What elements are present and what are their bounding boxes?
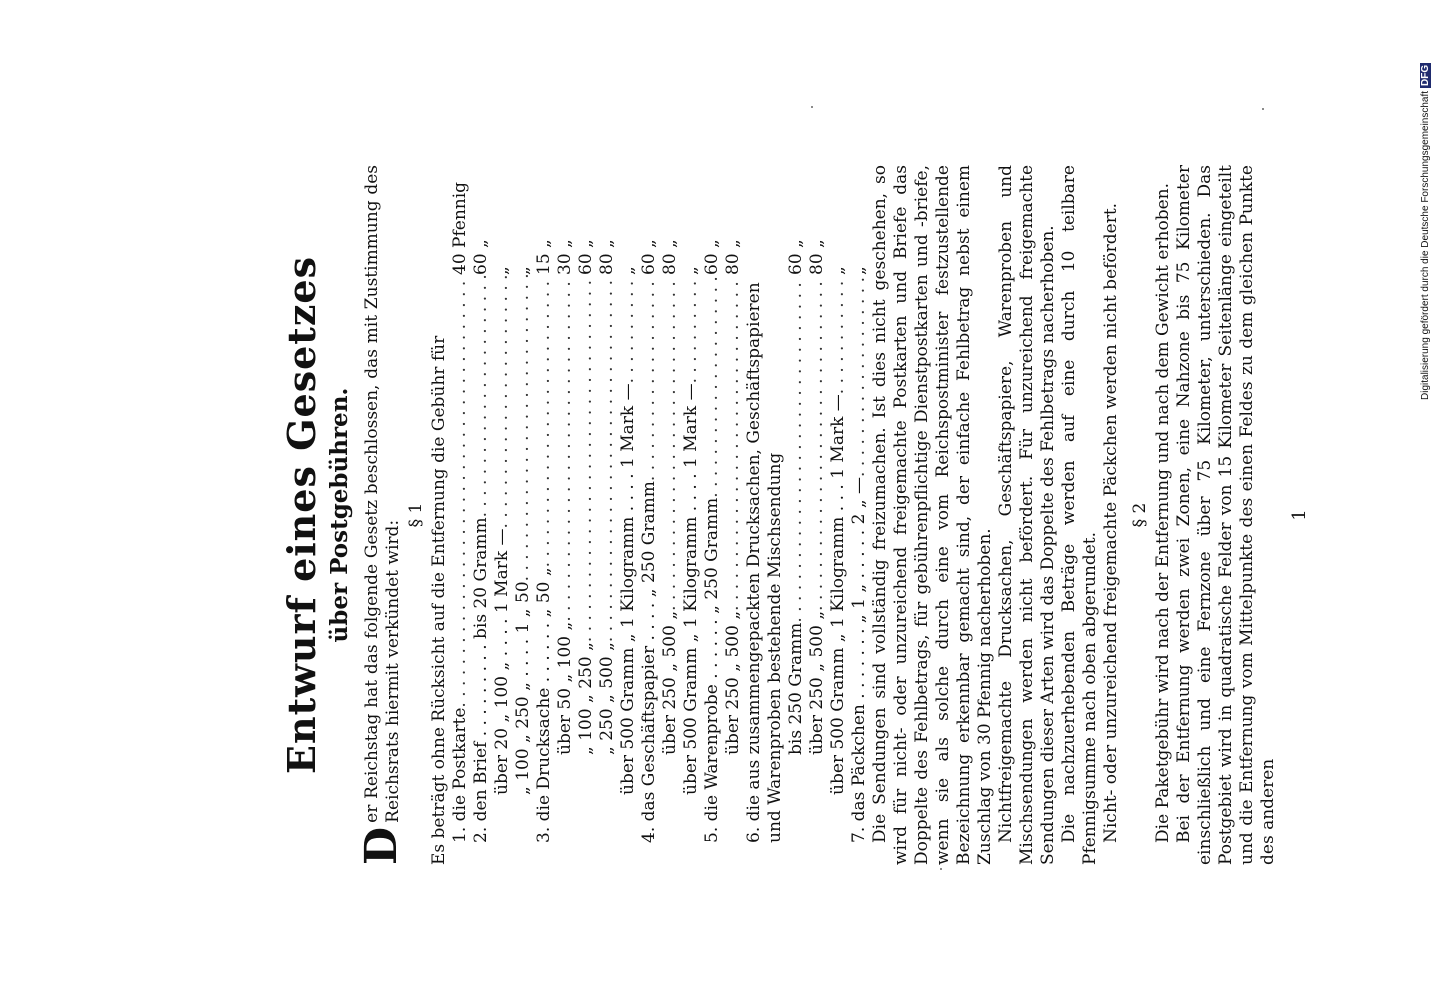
rotated-text-block bbox=[279, 165, 1310, 865]
fee-row: über 500 Gramm „ 1 Kilogramm . . . . 1 Mark — . . . „ bbox=[618, 165, 639, 865]
fee-row: „ 100 „ 250 „ . . . 60 „ bbox=[576, 165, 597, 865]
fee-row: über 50 „ 100 „ . . . 30 „ bbox=[555, 165, 576, 865]
fee-row: bis 250 Gramm . . . 60 „ bbox=[786, 165, 807, 865]
paragraph: Die Paketgebühr wird nach der Entfernung und nach dem Gewicht erhoben. bbox=[1153, 182, 1173, 843]
section-2-heading: § 2 bbox=[1130, 502, 1150, 528]
paragraph: Die nachzuerhebenden Beträge werden auf eine durch 10 teilbare Pfennigsumme nach oben abgerundet. bbox=[1059, 165, 1100, 865]
fee-row: 3. die Drucksache . . . . . . „ 50 „ . . . 15 „ bbox=[534, 165, 555, 865]
paragraph: Nichtfreigemachte Drucksachen, Geschäftspapiere, Warenproben und Mischsendungen werden nicht befördert. Für unzureichend freigemachte Sendungen dieser Arten wird das Doppelte des Fehlbetrags nacherhoben. bbox=[996, 165, 1058, 865]
document-title: Entwurf eines Gesetzes bbox=[279, 255, 324, 775]
scan-speck bbox=[940, 868, 942, 870]
fee-row: über 500 Gramm „ 1 Kilogramm . . . 1 Mark — . . . „ bbox=[828, 165, 849, 865]
intro-text: er Reichstag hat das folgende Gesetz beschlossen, das mit Zustimmung des Reichsrats hiermit verkündet wird: bbox=[362, 165, 403, 823]
intro-paragraph bbox=[356, 165, 407, 865]
fee-row: 4. das Geschäftspapier . . . . „ 250 Gramm . . . 60 „ bbox=[639, 165, 660, 865]
paragraph: Die Sendungen sind vollständig freizumachen. Ist dies nicht geschehen, so wird für nicht- oder unzureichend freigemachte Postkarten und Briefe das Doppelte des Fehlbetrags, für gebührenpflichtige Dienstpostkarten und -briefe, wenn sie als solche durch eine vom Reichspostminister festzustellende Bezeichnung erkennbar gemacht sind, der einfache Fehlbetrag nebst einem Zuschlag von 30 Pfennig nacherhoben. bbox=[870, 165, 995, 865]
fee-row: über 250 „ 500 „ . . . 80 „ bbox=[723, 165, 744, 865]
fee-row: 5. die Warenprobe . . . . . . „ 250 Gramm . . . 60 „ bbox=[702, 165, 723, 865]
drop-cap: D bbox=[356, 826, 407, 865]
fee-row: „ 100 „ 250 „ . . . . 1 „ 50 . . . „ bbox=[513, 165, 534, 865]
section-1-heading: § 1 bbox=[406, 502, 426, 528]
lead-text: Es beträgt ohne Rücksicht auf die Entfernung die Gebühr für bbox=[429, 335, 449, 865]
fee-row: über 500 Gramm „ 1 Kilogramm . . . . 1 Mark — . . . „ bbox=[681, 165, 702, 865]
funding-stamp-text: Digitalisierung gefördert durch die Deutsche Forschungsgemeinschaft bbox=[1420, 90, 1431, 400]
item-6-line-2: und Warenproben bestehende Mischsendung bbox=[765, 452, 785, 843]
scan-speck bbox=[1262, 108, 1264, 110]
fee-row: über 250 „ 500 „ . . . 80 „ bbox=[807, 165, 828, 865]
fee-row: über 20 „ 100 „ . . . . 1 Mark — . . . „ bbox=[492, 165, 513, 865]
document-subtitle: über Postgebühren. bbox=[326, 387, 353, 643]
fee-row: 7. das Päckchen . . . . . . . „ 1 „ . . . . . 2 „ — . . . „ bbox=[849, 165, 870, 865]
dfg-logo: DFG bbox=[1420, 64, 1431, 86]
fee-row: „ 250 „ 500 „ . . . 80 „ bbox=[597, 165, 618, 865]
funding-stamp bbox=[1418, 10, 1434, 400]
scan-speck bbox=[811, 106, 813, 108]
paragraph: Nicht- oder unzureichend freigemachte Päckchen werden nicht befördert. bbox=[1101, 202, 1121, 843]
page-number: 1 bbox=[1289, 509, 1310, 521]
fee-row: über 250 „ 500 „ . . . 80 „ bbox=[660, 165, 681, 865]
fee-row: 1. die Postkarte . . . 40 Pfennig bbox=[450, 165, 471, 865]
paragraph: Bei der Entfernung werden zwei Zonen, eine Nahzone bis 75 Kilometer einschließlich und eine Fernzone über 75 Kilometer, unterschieden. Das Postgebiet wird in quadratische Felder von 15 Kilometer Seitenlänge eingeteilt und die Entfernung vom Mittelpunkte des einen Feldes zu dem gleichen Punkte des anderen bbox=[1174, 165, 1278, 865]
item-6-line-1: 6. die aus zusammengepackten Drucksachen, Geschäftspapieren bbox=[744, 282, 764, 843]
fee-row: 2. den Brief . . . . . . . . . bis 20 Gramm . . . 60 „ bbox=[471, 165, 492, 865]
